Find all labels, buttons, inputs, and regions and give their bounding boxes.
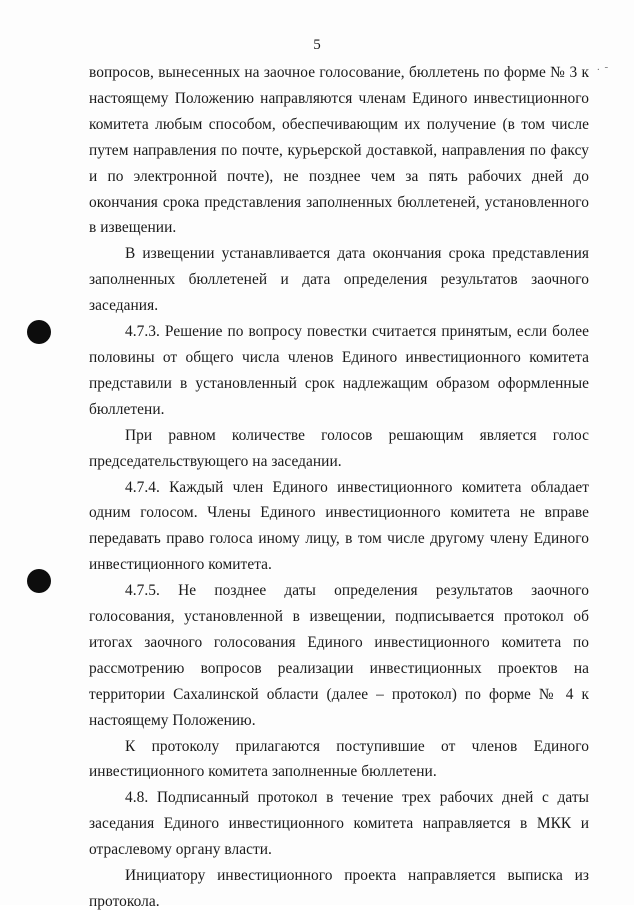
document-body <box>89 60 589 915</box>
paragraph-4-8: 4.8. Подписанный протокол в течение трех рабочих дней с даты заседания Единого инвестиционного комитета направляется в МКК и отраслевому органу власти. <box>89 789 589 859</box>
paragraph-notice-deadline: В извещении устанавливается дата окончания срока представления заполненных бюллетеней и дата определения результатов заочного заседания. <box>89 245 589 315</box>
punch-hole-bottom <box>27 569 51 593</box>
page-number: 5 <box>313 37 321 53</box>
paragraph-4-7-3: 4.7.3. Решение по вопросу повестки считается принятым, если более половины от общего числа членов Единого инвестиционного комитета представили в установленный срок надлежащим образом оформленные бюллетени. <box>89 323 589 418</box>
punch-hole-top <box>27 320 51 344</box>
paragraph-continuation: вопросов, вынесенных на заочное голосование, бюллетень по форме № 3 к настоящему Положению направляются членам Единого инвестиционного комитета любым способом, обеспечивающим их получение (в том числе путем направления по почте, курьерской доставкой, направления по факсу и по электронной почте), не позднее чем за пять рабочих дней до окончания срока представления заполненных бюллетеней, установленного в извещении. <box>89 64 589 237</box>
paragraph-initiator-extract: Инициатору инвестиционного проекта направляется выписка из протокола. <box>89 867 589 910</box>
paragraph-4-7-4: 4.7.4. Каждый член Единого инвестиционного комитета обладает одним голосом. Члены Единого инвестиционного комитета не вправе передавать право голоса иному лицу, в том числе другому члену Единого инвестиционного комитета. <box>89 478 589 574</box>
scan-edge-mark: . - <box>597 61 610 73</box>
paragraph-equal-votes: При равном количестве голосов решающим является голос председательствующего на заседании. <box>89 426 589 470</box>
paragraph-ballots-attached: К протоколу прилагаются поступившие от членов Единого инвестиционного комитета заполненные бюллетени. <box>89 737 589 781</box>
paragraph-4-7-5: 4.7.5. Не позднее даты определения результатов заочного голосования, установленной в извещении, подписывается протокол об итогах заочного голосования Единого инвестиционного комитета по рассмотрению вопросов реализации инвестиционных проектов на территории Сахалинской области (далее – протокол) по форме № 4 к настоящему Положению. <box>89 582 589 729</box>
